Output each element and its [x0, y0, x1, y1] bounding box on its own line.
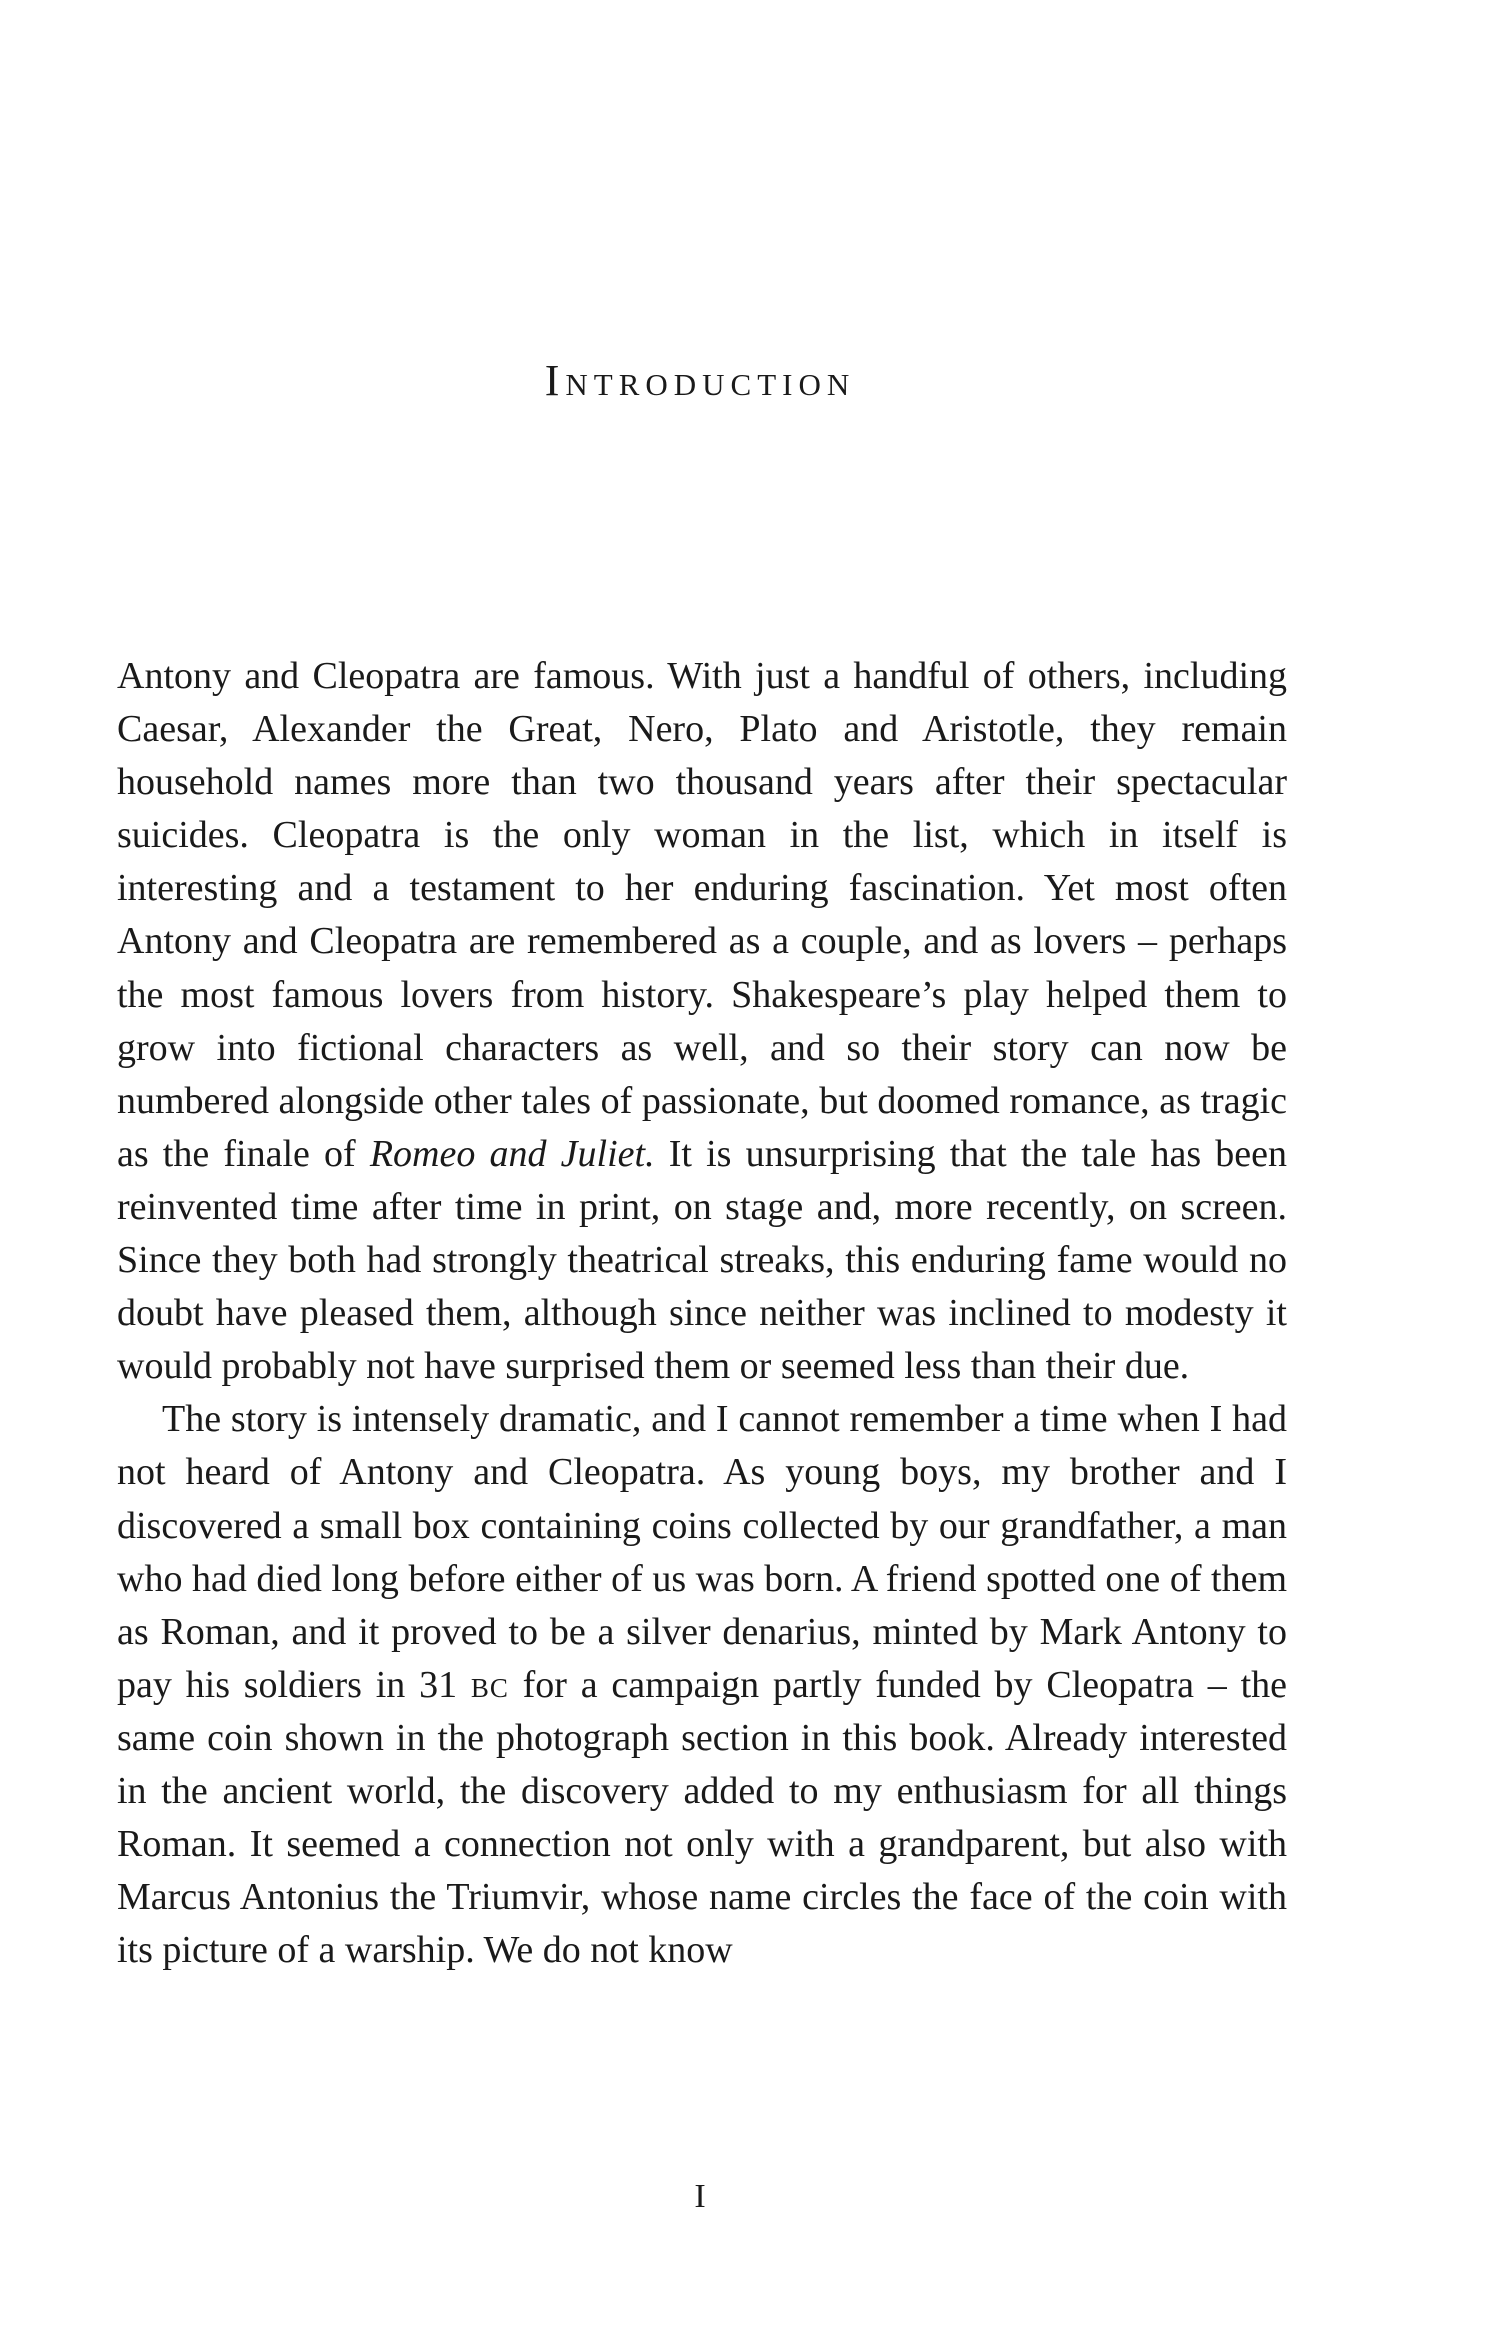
paragraph-2-era-abbrev: bc [470, 1663, 509, 1706]
paragraph-1-italic-title: Romeo and Juliet. [369, 1132, 655, 1175]
paragraph-2-text-b: for a campaign partly funded by Cleopatra – the same coin shown in the photograph section in this book. Already interested in the ancient world, the discovery added to my enthusiasm for all things Roman. It seemed a connection not only with a grandparent, but also with Marcus Antonius the Triumvir, whose name circles the face of the coin with its picture of a warship. We do not know [117, 1663, 1287, 1972]
paragraph-2-text-a: The story is intensely dramatic, and I cannot remember a time when I had not heard of Antony and Cleopatra. As young boys, my brother and I discovered a small box containing coins collected by our grandfather, a man who had died long before either of us was born. A friend spotted one of them as Roman, and it proved to be a silver denarius, minted by Mark Antony to pay his soldiers in 31 [117, 1398, 1287, 1706]
paragraph-1-text-a: Antony and Cleopatra are famous. With just a handful of others, including Caesar, Alexander the Great, Nero, Plato and Aristotle, they remain household names more than two thousand years after their spectacular suicides. Cleopatra is the only woman in the list, which in itself is interesting and a testament to her enduring fascination. Yet most often Antony and Cleopatra are remembered as a couple, and as lovers – perhaps the most famous lovers from history. Shakespeare’s play helped them to grow into fictional characters as well, and so their story can now be numbered alongside other tales of passionate, but doomed romance, as tragic as the finale of [117, 655, 1287, 1175]
paragraph-1 [117, 650, 1287, 1393]
body-text [117, 650, 1287, 1977]
page-number: I [694, 2178, 706, 2215]
chapter-title: Introduction [544, 356, 856, 405]
paragraph-2 [117, 1393, 1287, 1977]
paragraph-1-text-b: It is unsurprising that the tale has been reinvented time after time in print, on stage and, more recently, on screen. Since they both had strongly theatrical streaks, this enduring fame would no doubt have pleased them, although since neither was inclined to modesty it would probably not have surprised them or seemed less than their due. [117, 1132, 1287, 1388]
